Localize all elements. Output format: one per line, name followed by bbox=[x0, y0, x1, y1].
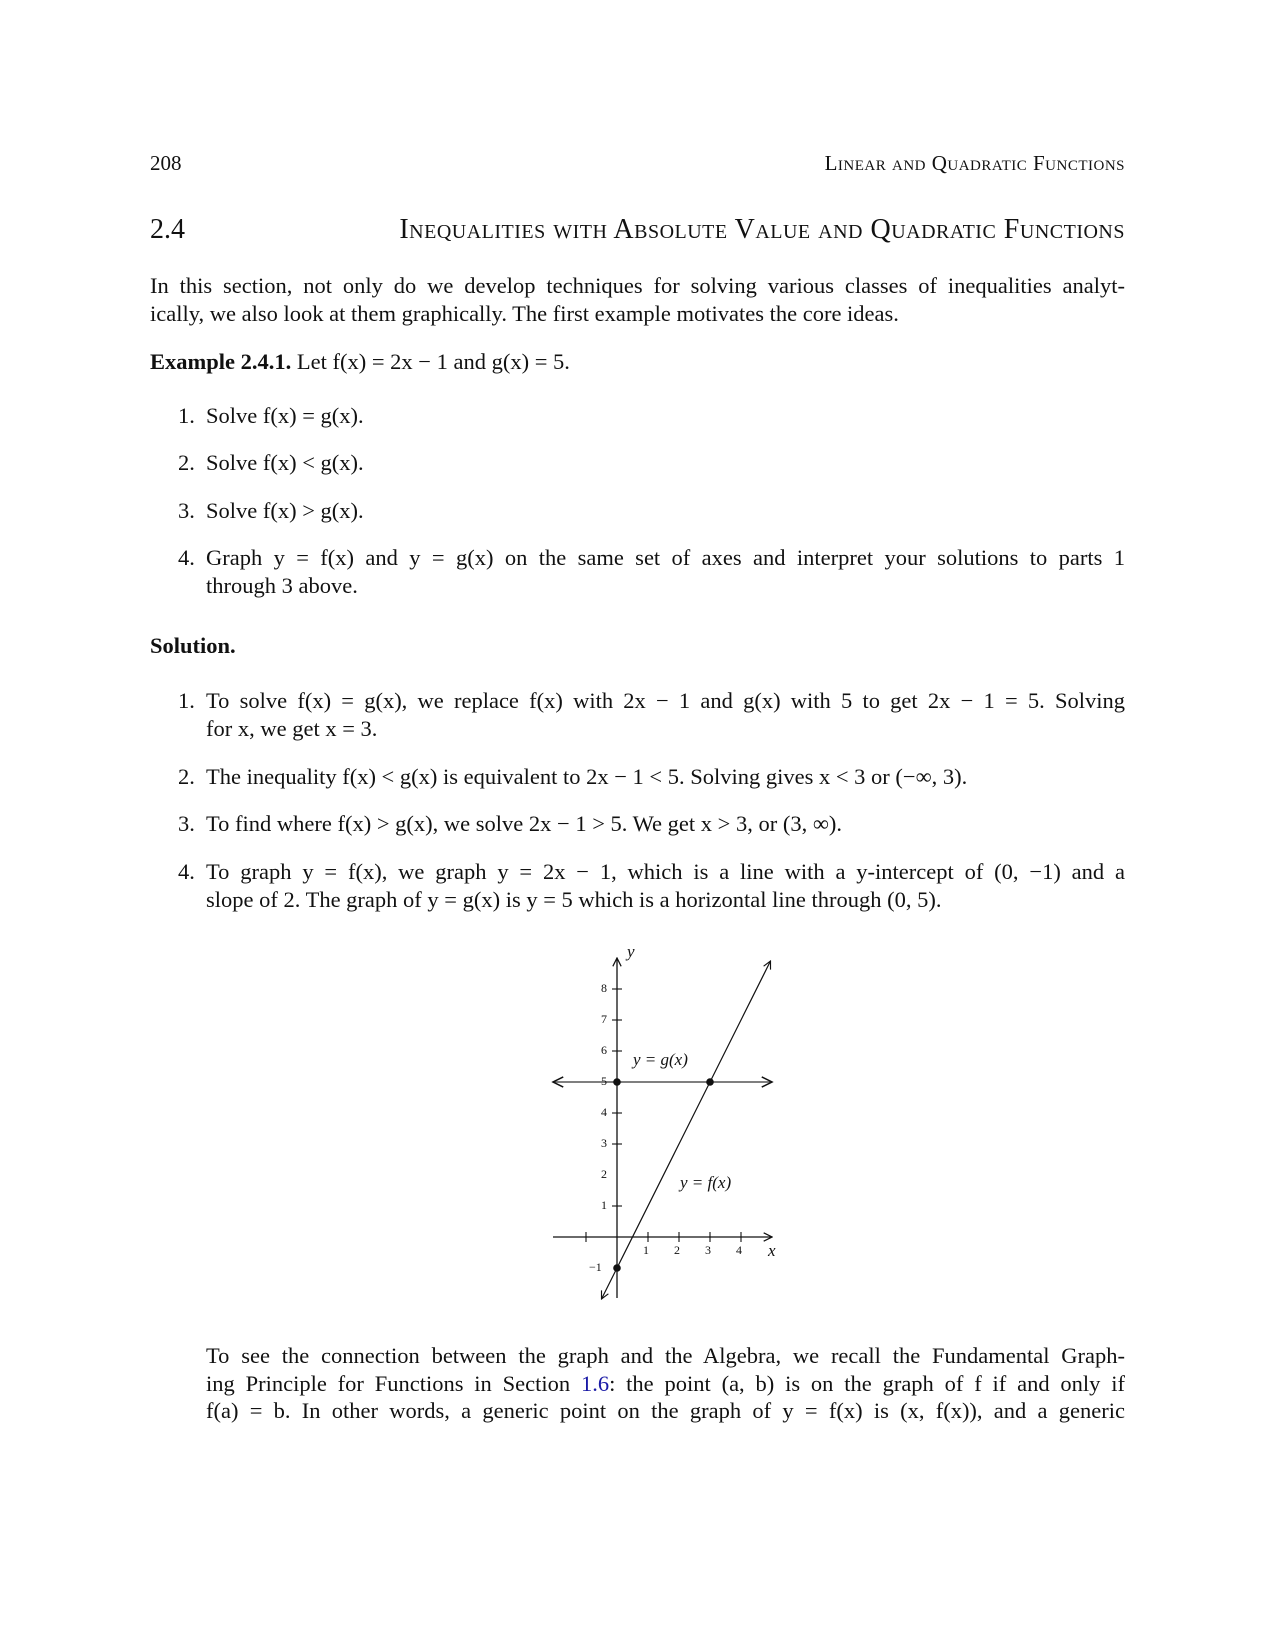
solution-item-4-number: 4. bbox=[178, 859, 195, 884]
point-0-5 bbox=[613, 1078, 621, 1086]
page-number: 208 bbox=[150, 151, 182, 175]
solution-item-4-text-line-2: slope of 2. The graph of y = g(x) is y = 5 which is a horizontal line through (0, 5). bbox=[206, 887, 942, 912]
example-item-3-text: Solve f(x) > g(x). bbox=[206, 498, 364, 523]
y-tick-label-5: 5 bbox=[601, 1074, 607, 1088]
y-tick-label-8: 8 bbox=[601, 981, 607, 995]
y-tick-label-1: 1 bbox=[601, 1198, 607, 1212]
example-item-3-number: 3. bbox=[178, 498, 195, 523]
example-item-4-text-line-2: through 3 above. bbox=[206, 573, 358, 598]
y-tick-label-neg1: −1 bbox=[589, 1260, 602, 1274]
example-item-2-number: 2. bbox=[178, 450, 195, 475]
example-label: Example 2.4.1. bbox=[150, 349, 292, 374]
y-tick-label-7: 7 bbox=[601, 1012, 607, 1026]
intro-line-2: ically, we also look at them graphically. The first example motivates the core ideas. bbox=[150, 301, 899, 326]
label-g-of-x: y = g(x) bbox=[633, 1050, 688, 1069]
example-statement: Let f(x) = 2x − 1 and g(x) = 5. bbox=[296, 349, 570, 374]
example-item-1-number: 1. bbox=[178, 403, 195, 428]
solution-item-3-text: To find where f(x) > g(x), we solve 2x − 1 > 5. We get x > 3, or (3, ∞). bbox=[206, 811, 842, 836]
x-tick-label-1: 1 bbox=[643, 1243, 649, 1257]
solution-item-1-text-line-1: To solve f(x) = g(x), we replace f(x) with 2x − 1 and g(x) with 5 to get 2x − 1 = 5. Solving bbox=[206, 688, 1125, 713]
closing-line-1: To see the connection between the graph and the Algebra, we recall the Fundamental Graph- bbox=[206, 1343, 1125, 1368]
x-tick-label-4: 4 bbox=[736, 1243, 742, 1257]
closing-line-3: f(a) = b. In other words, a generic point on the graph of y = f(x) is (x, f(x)), and a generic bbox=[206, 1398, 1125, 1423]
y-tick-label-4: 4 bbox=[601, 1105, 607, 1119]
solution-heading: Solution. bbox=[150, 633, 236, 658]
solution-item-3-number: 3. bbox=[178, 811, 195, 836]
example-item-2-text: Solve f(x) < g(x). bbox=[206, 450, 364, 475]
section-link-1-6[interactable]: 1.6 bbox=[580, 1371, 610, 1396]
closing-line-2-start: ing Principle for Functions in Section bbox=[206, 1371, 581, 1396]
example-item-4-text-line-1: Graph y = f(x) and y = g(x) on the same set of axes and interpret your solutions to parts 1 bbox=[206, 545, 1125, 570]
y-tick-label-2: 2 bbox=[601, 1167, 607, 1181]
solution-item-1-number: 1. bbox=[178, 688, 195, 713]
y-tick-label-3: 3 bbox=[601, 1136, 607, 1150]
solution-item-2-number: 2. bbox=[178, 764, 195, 789]
intro-line-1: In this section, not only do we develop techniques for solving various classes of inequalities analyt- bbox=[150, 273, 1125, 298]
y-axis-label: y bbox=[627, 942, 635, 961]
example-item-4-number: 4. bbox=[178, 545, 195, 570]
x-axis-label: x bbox=[768, 1241, 776, 1260]
x-tick-label-3: 3 bbox=[705, 1243, 711, 1257]
example-item-1-text: Solve f(x) = g(x). bbox=[206, 403, 364, 428]
line-f bbox=[602, 961, 771, 1299]
closing-line-2-end: : the point (a, b) is on the graph of f if and only if bbox=[609, 1371, 1126, 1396]
section-number: 2.4 bbox=[150, 214, 185, 245]
running-title: Linear and Quadratic Functions bbox=[824, 151, 1125, 175]
y-tick-label-6: 6 bbox=[601, 1043, 607, 1057]
point-3-5 bbox=[706, 1078, 714, 1086]
solution-item-4-text-line-1: To graph y = f(x), we graph y = 2x − 1, which is a line with a y-intercept of (0, −1) and a bbox=[206, 859, 1125, 884]
label-f-of-x: y = f(x) bbox=[680, 1173, 732, 1192]
section-title: Inequalities with Absolute Value and Quadratic Functions bbox=[399, 214, 1125, 245]
solution-item-1-text-line-2: for x, we get x = 3. bbox=[206, 716, 378, 741]
x-tick-label-2: 2 bbox=[674, 1243, 680, 1257]
closing-line-2 bbox=[206, 1370, 1125, 1398]
point-0-neg1 bbox=[613, 1264, 621, 1272]
solution-item-2-text: The inequality f(x) < g(x) is equivalent to 2x − 1 < 5. Solving gives x < 3 or (−∞, 3). bbox=[206, 764, 968, 789]
